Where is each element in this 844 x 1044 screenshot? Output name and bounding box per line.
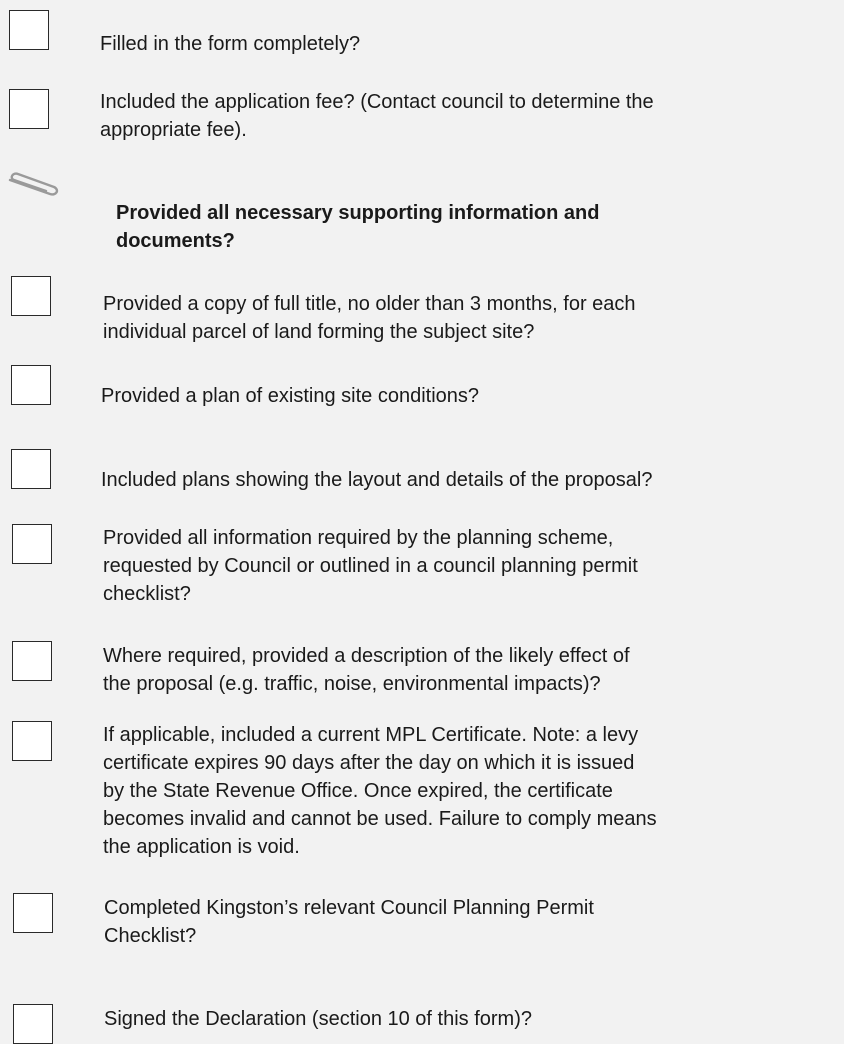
paperclip-icon <box>6 172 62 200</box>
checklist-item-label: Included plans showing the layout and details of the proposal? <box>101 469 653 491</box>
checklist-item-label: Provided all information required by the planning scheme, requested by Council or outlined in a council planning permit checklist? <box>103 527 638 605</box>
checklist-item-label: Where required, provided a description of the likely effect of the proposal (e.g. traffic, noise, environmental impacts)? <box>103 645 630 695</box>
checkbox-application-fee[interactable] <box>9 89 49 129</box>
checklist-item-label: If applicable, included a current MPL Certificate. Note: a levy certificate expires 90 days after the day on which it is issued by the State Revenue Office. Once expired, the certificate becomes invalid and cannot be used. Failure to comply means the application is void. <box>103 724 657 858</box>
checkbox-signed-declaration[interactable] <box>13 1004 53 1044</box>
checkbox-form-complete[interactable] <box>9 10 49 50</box>
checklist-item-label: Included the application fee? (Contact council to determine the appropriate fee). <box>100 91 654 141</box>
checkbox-proposal-layout-plans[interactable] <box>11 449 51 489</box>
checklist-item-label: Signed the Declaration (section 10 of this form)? <box>104 1008 532 1030</box>
checkbox-site-conditions-plan[interactable] <box>11 365 51 405</box>
checklist-item-label: Provided a copy of full title, no older than 3 months, for each individual parcel of land forming the subject site? <box>103 293 636 343</box>
checkbox-copy-of-title[interactable] <box>11 276 51 316</box>
checklist-item-label: Completed Kingston’s relevant Council Planning Permit Checklist? <box>104 897 594 947</box>
checkbox-kingston-checklist[interactable] <box>13 893 53 933</box>
checkbox-planning-scheme-info[interactable] <box>12 524 52 564</box>
checkbox-likely-effect-description[interactable] <box>12 641 52 681</box>
checklist-item-label: Provided a plan of existing site conditions? <box>101 385 480 407</box>
checkbox-mpl-certificate[interactable] <box>12 721 52 761</box>
checklist-item-label: Filled in the form completely? <box>100 33 361 55</box>
section-heading-supporting-documents: Provided all necessary supporting information and documents? <box>116 202 600 252</box>
